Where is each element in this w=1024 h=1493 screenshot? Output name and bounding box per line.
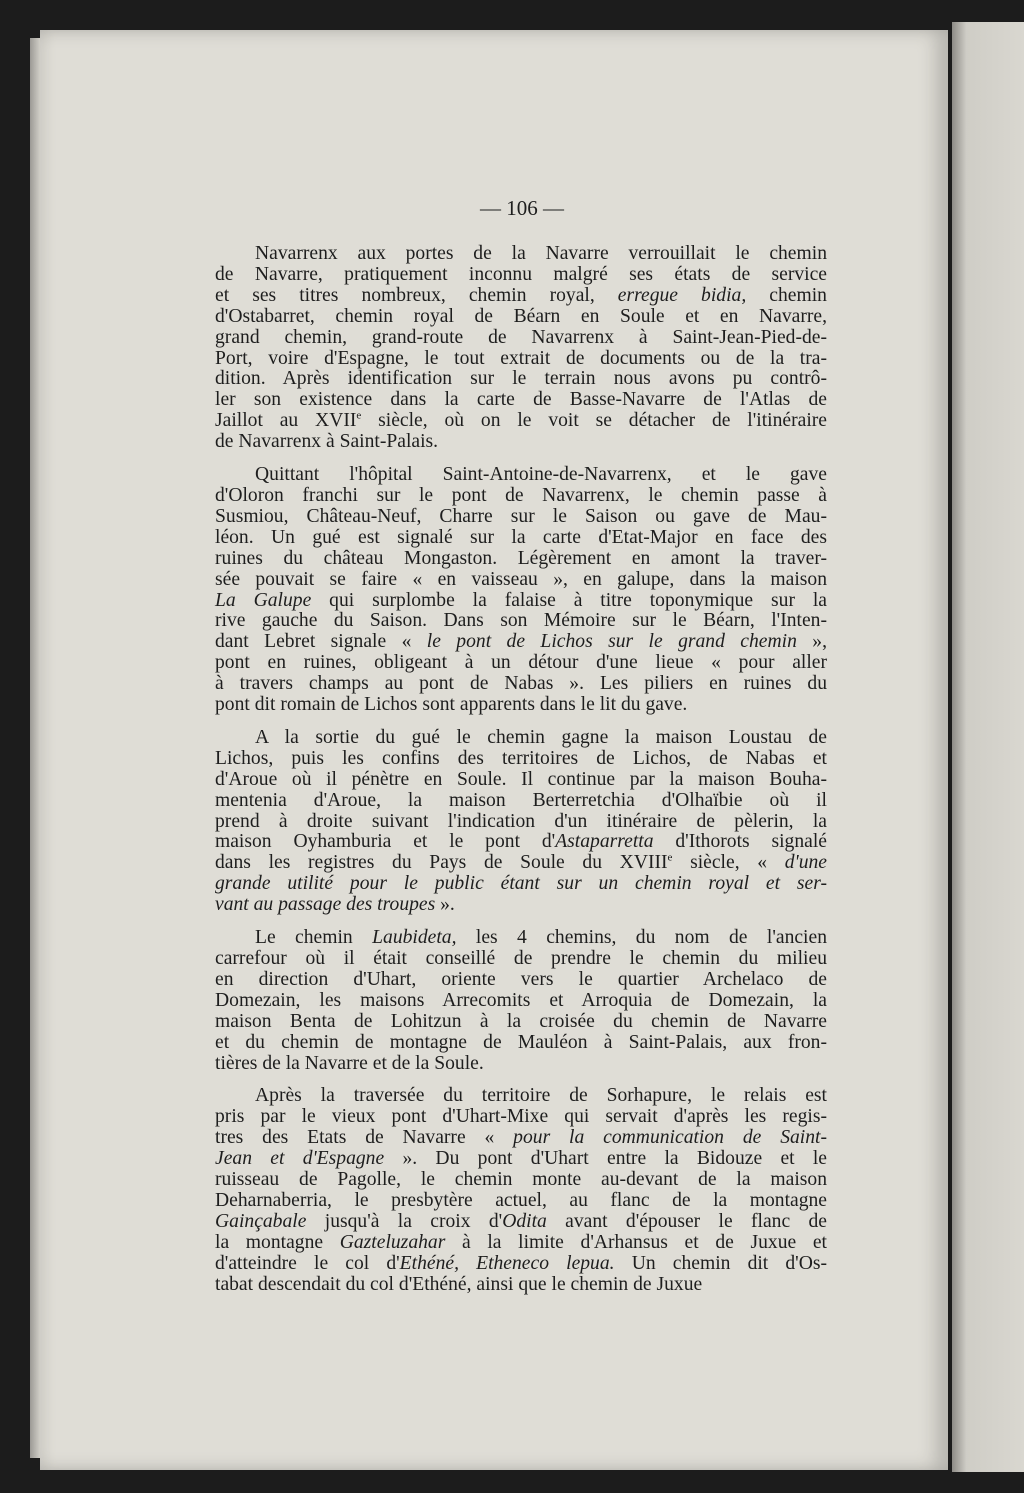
text-line: ler son existence dans la carte de Basse-Navarre de l'Atlas de <box>215 389 827 411</box>
text-line: La Galupe qui surplombe la falaise à titre toponymique sur la <box>215 589 827 611</box>
text-line: Susmiou, Château-Neuf, Charre sur le Saison ou gave de Mau- <box>215 505 827 527</box>
paragraph <box>215 244 827 453</box>
text-line: carrefour où il était conseillé de prendre le chemin du milieu <box>215 948 827 969</box>
paragraph <box>215 928 827 1074</box>
text-line: vant au passage des troupes ». <box>215 894 455 916</box>
text-line: grande utilité pour le public étant sur un chemin royal et ser- <box>215 873 827 895</box>
text-line: maison Benta de Lohitzun à la croisée du chemin de Navarre <box>215 1010 827 1032</box>
text-line: Domezain, les maisons Arrecomits et Arroquia de Domezain, la <box>215 989 827 1011</box>
text-line: Le chemin Laubideta, les 4 chemins, du nom de l'ancien <box>255 927 827 949</box>
text-line: Gainçabale jusqu'à la croix d'Odita avant d'épouser le flanc de <box>215 1210 827 1232</box>
text-line: A la sortie du gué le chemin gagne la maison Loustau de <box>255 726 827 748</box>
adjacent-page-edge <box>952 22 1024 1472</box>
text-line: tières de la Navarre et de la Soule. <box>215 1052 484 1074</box>
text-line: Port, voire d'Espagne, le tout extrait de documents ou de la tra- <box>215 347 827 369</box>
body-text <box>215 244 827 1308</box>
text-line: léon. Un gué est signalé sur la carte d'Etat-Major en face des <box>215 526 827 548</box>
text-line: dition. Après identification sur le terrain nous avons pu contrô- <box>215 368 827 390</box>
text-line: prend à droite suivant l'indication d'un itinéraire de pèlerin, la <box>215 810 827 832</box>
text-line: sée pouvait se faire « en vaisseau », en galupe, dans la maison <box>215 568 827 590</box>
text-line: Quittant l'hôpital Saint-Antoine-de-Navarrenx, et le gave <box>255 464 827 486</box>
text-line: et ses titres nombreux, chemin royal, erregue bidia, chemin <box>215 284 827 306</box>
text-line: en direction d'Uhart, oriente vers le quartier Archelaco de <box>215 968 827 990</box>
text-line: grand chemin, grand-route de Navarrenx à Saint-Jean-Pied-de- <box>215 326 827 348</box>
text-line: Jean et d'Espagne ». Du pont d'Uhart entre la Bidouze et le <box>215 1148 828 1170</box>
text-line: ruisseau de Pagolle, le chemin monte au-devant de la maison <box>215 1169 827 1191</box>
page-number: — 106 — <box>480 196 564 220</box>
text-line: pont en ruines, obligeant à un détour d'une lieue « pour aller <box>215 652 827 674</box>
text-line: tabat descendait du col d'Ethéné, ainsi que le chemin de Juxue <box>215 1273 703 1295</box>
text-line: de Navarrenx à Saint-Palais. <box>215 431 439 453</box>
text-line: d'Aroue où il pénètre en Soule. Il continue par la maison Bouha- <box>215 768 827 790</box>
text-line: Après la traversée du territoire de Sorhapure, le relais est <box>255 1085 827 1107</box>
text-line: d'Oloron franchi sur le pont de Navarrenx, le chemin passe à <box>215 484 827 506</box>
text-line: à travers champs au pont de Nabas ». Les piliers en ruines du <box>215 673 827 695</box>
text-line: mentenia d'Aroue, la maison Berterretchia d'Olhaïbie où il <box>215 789 827 811</box>
paragraph <box>215 728 827 916</box>
text-line: tres des Etats de Navarre « pour la communication de Saint- <box>215 1127 827 1149</box>
text-line: d'atteindre le col d'Ethéné, Etheneco lepua. Un chemin dit d'Os- <box>215 1252 828 1274</box>
text-line: Navarrenx aux portes de la Navarre verrouillait le chemin <box>255 243 827 264</box>
text-line: ruines du château Mongaston. Légèrement en amont la traver- <box>215 547 827 569</box>
text-line: Deharnaberria, le presbytère actuel, au flanc de la montagne <box>215 1189 827 1211</box>
text-line: et du chemin de montagne de Mauléon à Saint-Palais, aux fron- <box>215 1031 827 1053</box>
text-line: d'Ostabarret, chemin royal de Béarn en Soule et en Navarre, <box>215 305 827 327</box>
text-line: pris par le vieux pont d'Uhart-Mixe qui servait d'après les regis- <box>215 1106 827 1128</box>
paragraph <box>215 1086 827 1295</box>
text-line: la montagne Gazteluzahar à la limite d'Arhansus et de Juxue et <box>215 1231 827 1253</box>
text-line: dans les registres du Pays de Soule du XVIIIe siècle, « d'une <box>215 851 827 874</box>
text-line: pont dit romain de Lichos sont apparents dans le lit du gave. <box>215 694 688 716</box>
text-line: maison Oyhamburia et le pont d'Astaparretta d'Ithorots signalé <box>215 831 827 853</box>
text-line: Lichos, puis les confins des territoires de Lichos, de Nabas et <box>215 747 827 769</box>
text-line: rive gauche du Saison. Dans son Mémoire sur le Béarn, l'Inten- <box>215 610 827 632</box>
text-line: Jaillot au XVIIe siècle, où on le voit se détacher de l'itinéraire <box>215 409 827 432</box>
text-line: de Navarre, pratiquement inconnu malgré ses états de service <box>215 263 827 285</box>
paragraph <box>215 465 827 716</box>
text-line: dant Lebret signale « le pont de Lichos sur le grand chemin », <box>215 631 827 653</box>
page-edge <box>30 38 40 1458</box>
